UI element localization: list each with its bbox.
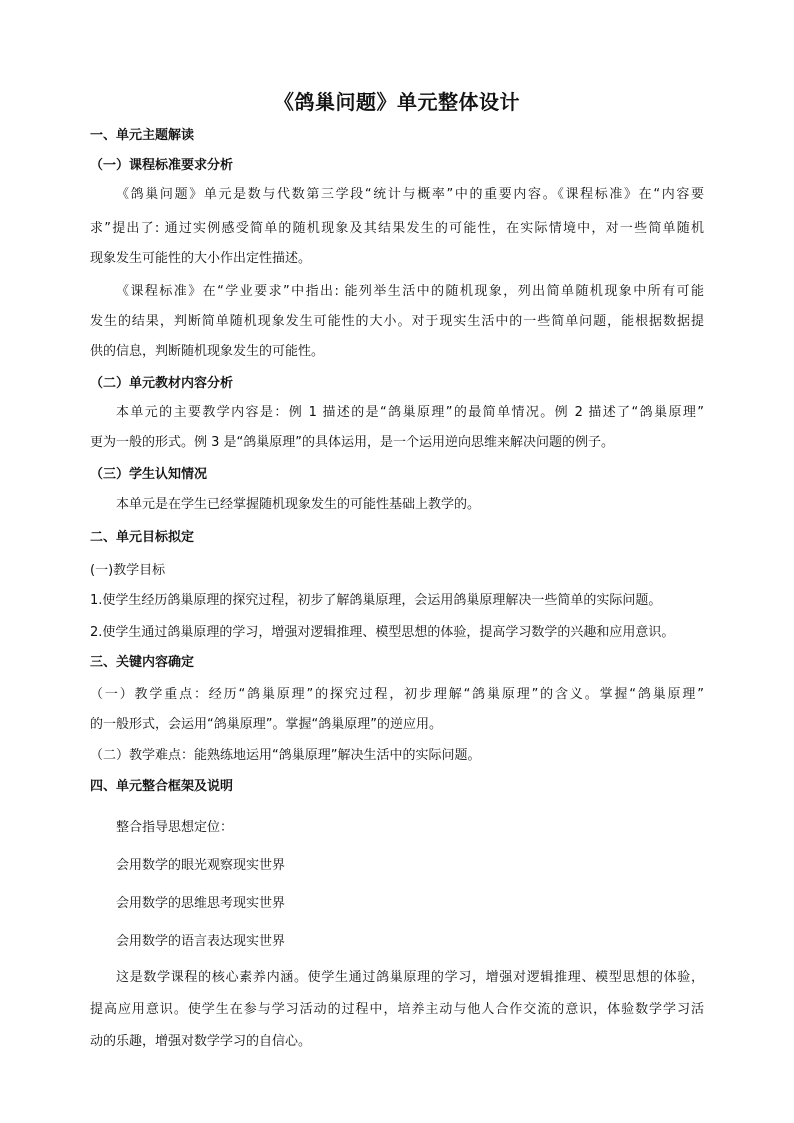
paragraph-5-line-2: 提高应用意识。使学生在参与学习活动的过程中，培养主动与他人合作交流的意识，体验数学学习活 [90,1002,704,1017]
section-1-2-heading: （二）单元教材内容分析 [90,376,234,391]
paragraph-5-line-1: 这是数学课程的核心素养内涵。使学生通过鸽巢原理的学习，增强对逻辑推理、模型思想的体验， [116,970,704,985]
guide-item-3: 会用数学的语言表达现实世界 [116,934,286,949]
paragraph-2-line-3: 供的信息，判断随机现象发生的可能性。 [90,344,325,359]
paragraph-5-line-3: 动的乐趣，增强对数学学习的自信心。 [90,1034,312,1049]
paragraph-2-line-1: 《课程标准》在“学业要求”中指出: 能列举生活中的随机现象，列出简单随机现象中所有可能 [116,284,704,299]
paragraph-1-line-1: 《鸽巢问题》单元是数与代数第三学段“统计与概率”中的重要内容。《课程标准》在“内容要 [116,187,704,202]
section-2-heading: 二、单元目标拟定 [90,530,195,545]
paragraph-4-line-1: 本单元是在学生已经掌握随机现象发生的可能性基础上教学的。 [116,497,481,512]
paragraph-2-line-2: 发生的结果，判断简单随机现象发生可能性的大小。对于现实生活中的一些简单问题，能根据数据提 [90,314,704,329]
paragraph-1-line-3: 现象发生可能性的大小作出定性描述。 [90,251,312,266]
key-point-2: （二）教学难点：能熟练地运用“鸽巢原理”解决生活中的实际问题。 [90,748,481,763]
section-3-heading: 三、关键内容确定 [90,655,195,670]
key-point-1-line-2: 的一般形式，会运用“鸽巢原理”。掌握“鸽巢原理”的逆应用。 [90,717,442,732]
section-1-1-heading: （一）课程标准要求分析 [90,158,234,173]
page-title: 《鸽巢问题》单元整体设计 [274,90,520,114]
section-1-3-heading: （三）学生认知情况 [90,467,208,482]
paragraph-3-line-1: 本单元的主要教学内容是：例 1 描述的是“鸽巢原理”的最简单情况。例 2 描述了“鸽巢原理” [116,405,704,420]
section-1-heading: 一、单元主题解读 [90,128,195,143]
guide-heading: 整合指导思想定位： [116,820,234,835]
key-point-1-line-1: （一）教学重点：经历“鸽巢原理”的探究过程，初步理解“鸽巢原理”的含义。掌握“鸽巢原理” [90,687,704,702]
goal-2: 2.使学生通过鸽巢原理的学习，增强对逻辑推理、模型思想的体验，提高学习数学的兴趣和应用意识。 [90,625,675,640]
section-4-heading: 四、单元整合框架及说明 [90,779,234,794]
guide-item-1: 会用数学的眼光观察现实世界 [116,858,286,873]
goal-1: 1.使学生经历鸽巢原理的探究过程，初步了解鸽巢原理，会运用鸽巢原理解决一些简单的实际问题。 [90,593,662,608]
guide-item-2: 会用数学的思维思考现实世界 [116,896,286,911]
paragraph-3-line-2: 更为一般的形式。例 3 是“鸽巢原理”的具体运用，是一个运用逆向思维来解决问题的例子。 [90,435,615,450]
section-2-1-heading: (一)教学目标 [90,563,166,578]
paragraph-1-line-2: 求”提出了: 通过实例感受简单的随机现象及其结果发生的可能性，在实际情境中，对一些简单随机 [90,221,704,236]
